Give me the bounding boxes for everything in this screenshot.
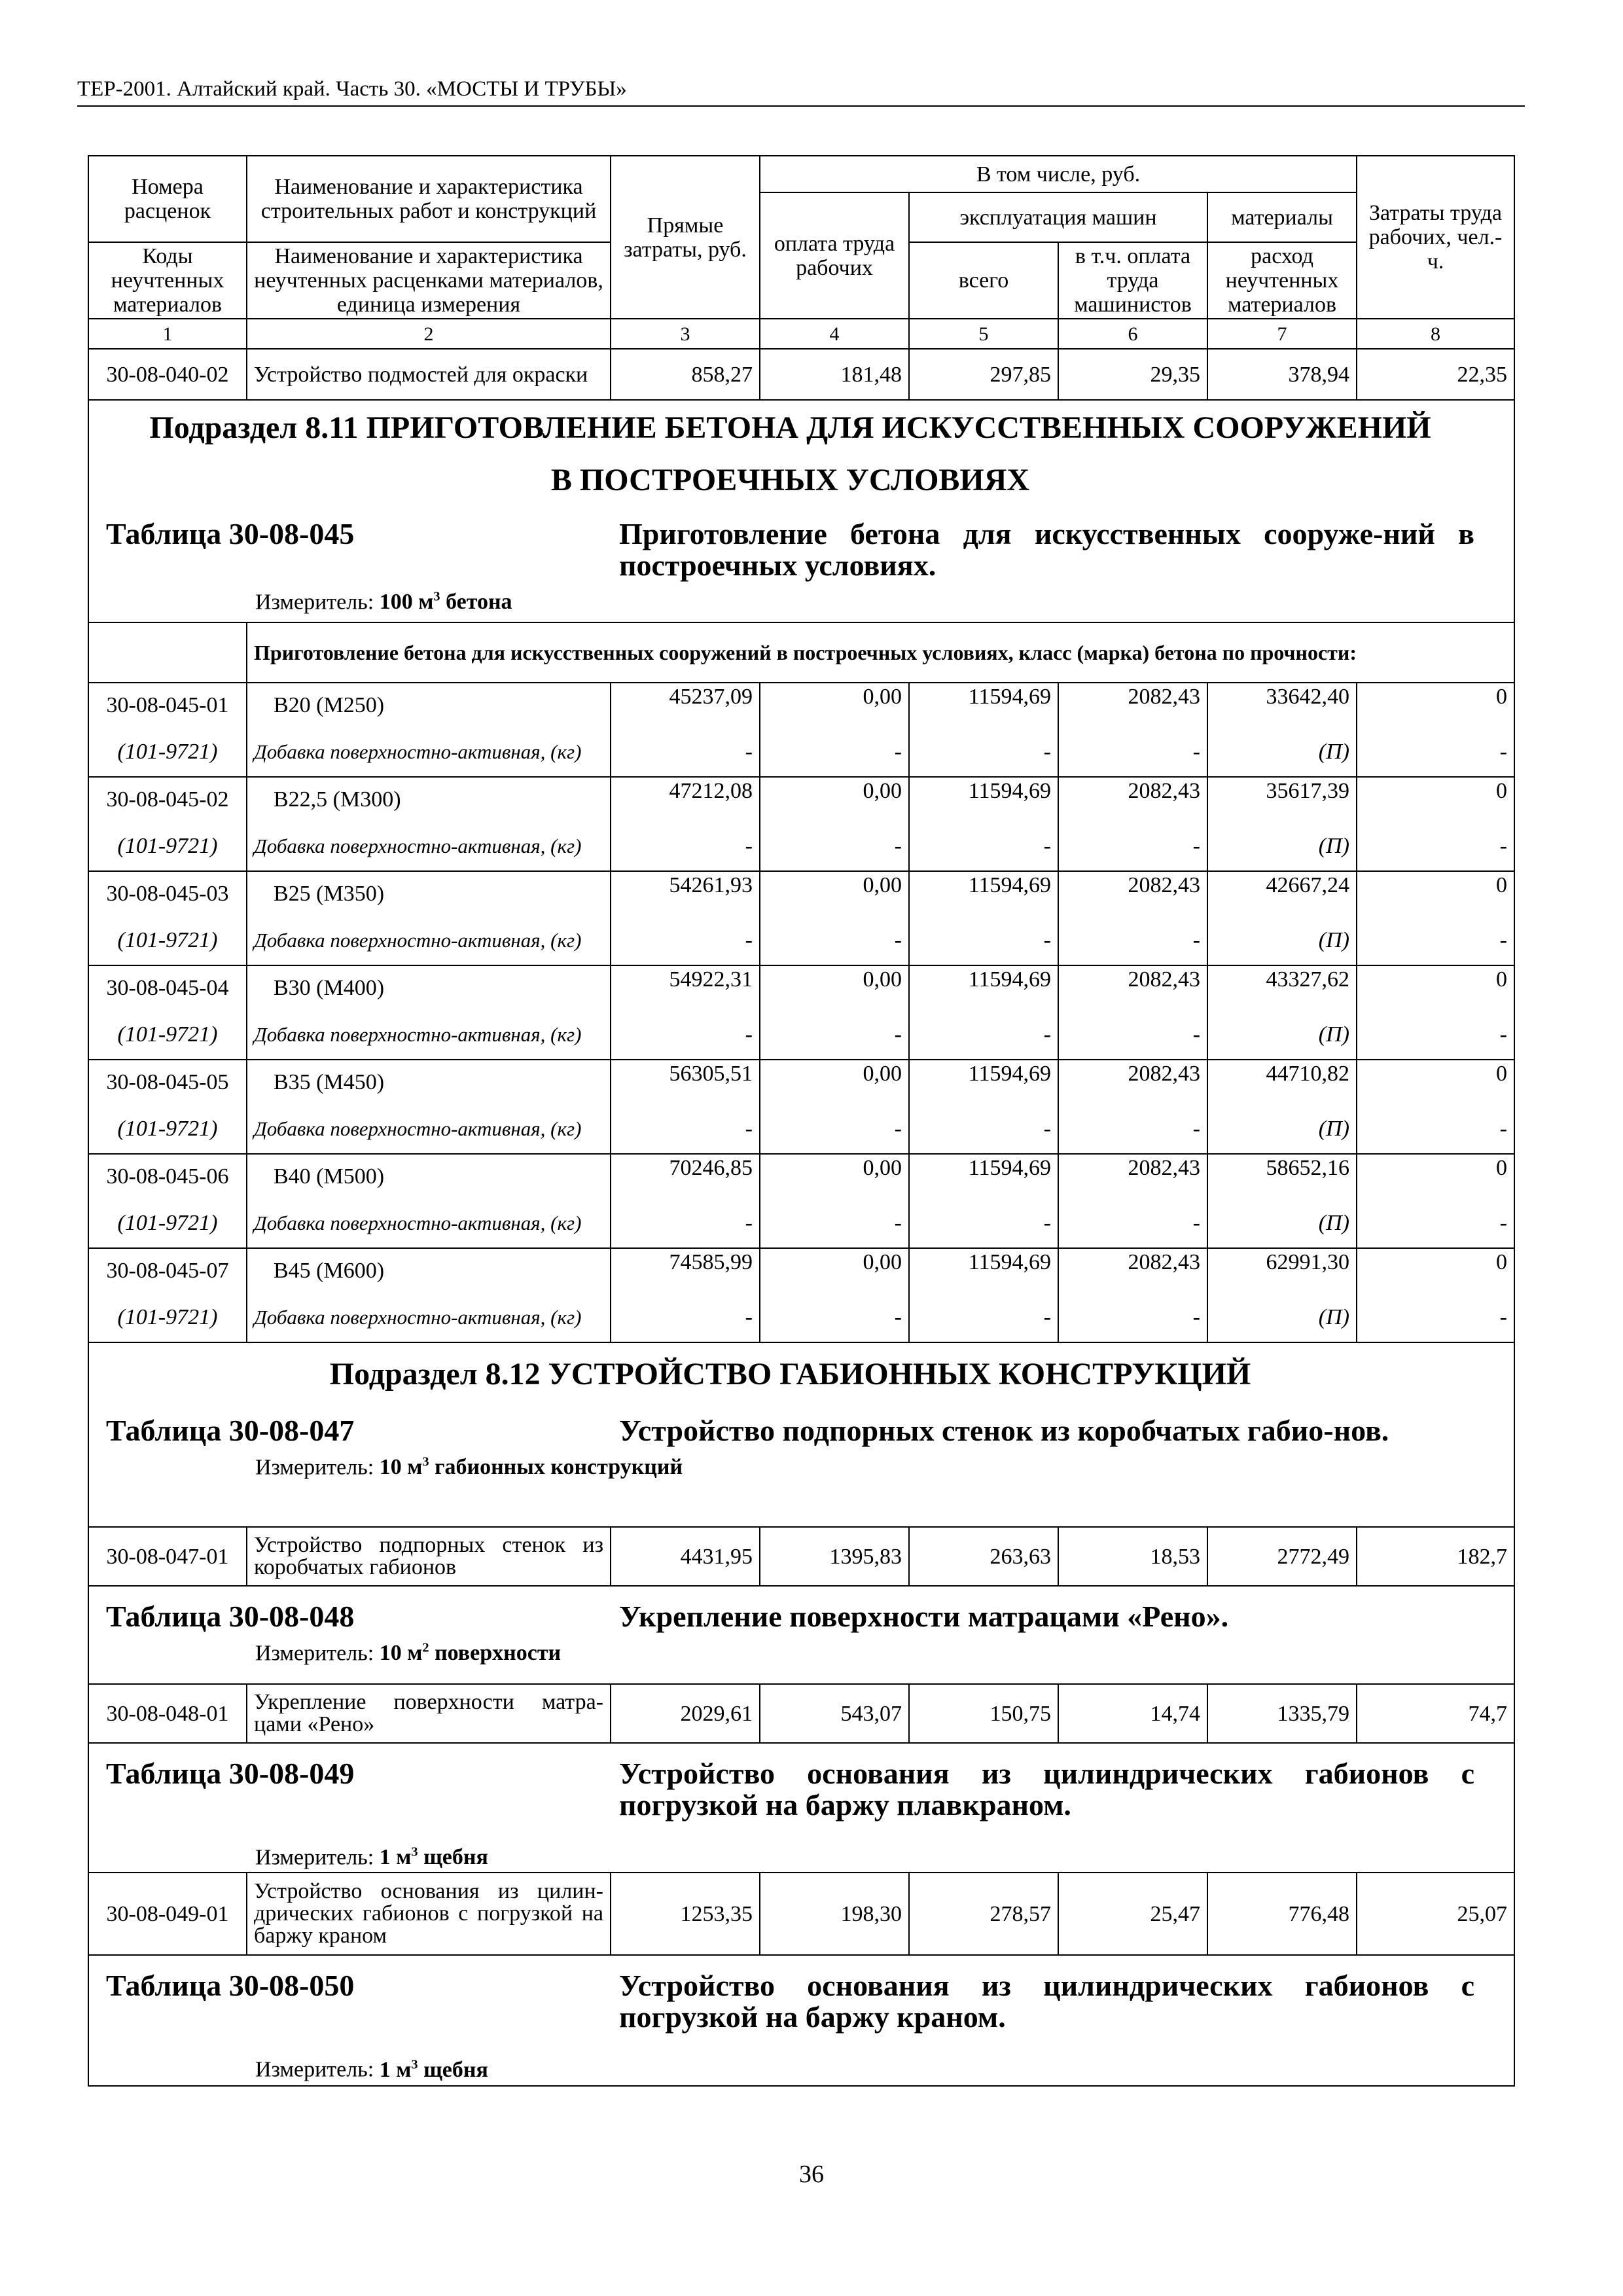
rate-code: 30-08-040-02 (88, 349, 247, 400)
table-block (88, 1342, 1514, 1527)
col6-header: в т.ч. оплата труда машинистов (1058, 242, 1207, 319)
value-cell: 56305,51 (611, 1060, 760, 1104)
rate-name: В25 (М350) (247, 871, 611, 916)
value-cell: 278,57 (909, 1873, 1058, 1955)
section-title: Подраздел 8.11 ПРИГОТОВЛЕНИЕ БЕТОНА ДЛЯ ИСКУССТВЕННЫХ СООРУЖЕНИЙ (149, 410, 1431, 445)
value-cell: 74,7 (1357, 1684, 1514, 1743)
table-block (88, 1955, 1514, 2086)
value-cell: 2772,49 (1207, 1527, 1357, 1586)
value-cell: 2082,43 (1058, 965, 1207, 1010)
value-cell: 0 (1357, 683, 1514, 727)
rate-code: 30-08-049-01 (88, 1873, 247, 1955)
materials-header: материалы (1207, 192, 1357, 242)
dash-cell: - (909, 821, 1058, 871)
table-number: Таблица 30-08-048 (106, 1600, 355, 1633)
value-cell: 0,00 (760, 1154, 909, 1198)
material-code: (101-9721) (88, 1198, 247, 1248)
dash-cell: - (1058, 821, 1207, 871)
value-cell: 0 (1357, 1248, 1514, 1293)
material-code: (101-9721) (88, 727, 247, 777)
material-code: (101-9721) (88, 1293, 247, 1342)
value-cell: 33642,40 (1207, 683, 1357, 727)
value-cell: 43327,62 (1207, 965, 1357, 1010)
table-title: Укрепление поверхности матрацами «Рено». (619, 1600, 1229, 1633)
value-cell: 35617,39 (1207, 777, 1357, 821)
material-row (88, 1198, 1514, 1248)
value-cell: 198,30 (760, 1873, 909, 1955)
value-cell: 2082,43 (1058, 1248, 1207, 1293)
rate-code: 30-08-047-01 (88, 1527, 247, 1586)
material-unit: (П) (1207, 1293, 1357, 1342)
value-cell: 0,00 (760, 777, 909, 821)
dash-cell: - (1058, 1293, 1207, 1342)
col1-bottom-header: Коды неучтенных материалов (88, 242, 247, 319)
col3-header: Прямые затраты, руб. (611, 156, 760, 319)
value-cell: 2082,43 (1058, 683, 1207, 727)
colnum: 4 (760, 319, 909, 349)
table-block (88, 1743, 1514, 1873)
material-row (88, 1010, 1514, 1060)
dash-cell: - (760, 916, 909, 965)
empty-cell (88, 622, 247, 683)
material-name: Добавка поверхностно-активная, (кг) (247, 821, 611, 871)
value-cell: 181,48 (760, 349, 909, 400)
value-cell: 42667,24 (1207, 871, 1357, 916)
dash-cell: - (611, 1198, 760, 1248)
section-title: Подраздел 8.12 УСТРОЙСТВО ГАБИОННЫХ КОНСТРУКЦИЙ (329, 1357, 1251, 1391)
value-cell: 858,27 (611, 349, 760, 400)
dash-cell: - (1357, 1010, 1514, 1060)
rate-name: В40 (М500) (247, 1154, 611, 1198)
dash-cell: - (1357, 1293, 1514, 1342)
dash-cell: - (1357, 727, 1514, 777)
dash-cell: - (1357, 1198, 1514, 1248)
table-row (88, 1527, 1514, 1586)
value-cell: 0,00 (760, 871, 909, 916)
colnum: 3 (611, 319, 760, 349)
dash-cell: - (1357, 916, 1514, 965)
value-cell: 25,47 (1058, 1873, 1207, 1955)
dash-cell: - (611, 1293, 760, 1342)
value-cell: 11594,69 (909, 1154, 1058, 1198)
material-name: Добавка поверхностно-активная, (кг) (247, 1293, 611, 1342)
value-cell: 297,85 (909, 349, 1058, 400)
dash-cell: - (1357, 821, 1514, 871)
rate-name: Устройство подмостей для окраски (247, 349, 611, 400)
table-row (88, 1154, 1514, 1198)
table-row (88, 1684, 1514, 1743)
table-title: Устройство подпорных стенок из коробчатых габио-нов. (619, 1414, 1389, 1447)
dash-cell: - (760, 1198, 909, 1248)
value-cell: 4431,95 (611, 1527, 760, 1586)
table-number: Таблица 30-08-049 (106, 1757, 355, 1790)
material-unit: (П) (1207, 1010, 1357, 1060)
colnum: 5 (909, 319, 1058, 349)
measure-unit: Измеритель: 100 $м^3$ бетона (255, 590, 512, 615)
section-title: В ПОСТРОЕЧНЫХ УСЛОВИЯХ (550, 463, 1030, 497)
colnum: 7 (1207, 319, 1357, 349)
value-cell: 11594,69 (909, 1248, 1058, 1293)
table-number: Таблица 30-08-047 (106, 1414, 355, 1447)
value-cell: 11594,69 (909, 683, 1058, 727)
value-cell: 2082,43 (1058, 1154, 1207, 1198)
colnum: 1 (88, 319, 247, 349)
value-cell: 54261,93 (611, 871, 760, 916)
value-cell: 74585,99 (611, 1248, 760, 1293)
dash-cell: - (760, 1104, 909, 1154)
dash-cell: - (909, 1010, 1058, 1060)
value-cell: 2082,43 (1058, 871, 1207, 916)
value-cell: 11594,69 (909, 777, 1058, 821)
material-code: (101-9721) (88, 821, 247, 871)
material-row (88, 727, 1514, 777)
rate-code: 30-08-045-02 (88, 777, 247, 821)
value-cell: 1335,79 (1207, 1684, 1357, 1743)
dash-cell: - (611, 727, 760, 777)
table-title: Устройство основания из цилиндрических габионов с погрузкой на баржу краном. (619, 1969, 1474, 2034)
value-cell: 543,07 (760, 1684, 909, 1743)
dash-cell: - (611, 1010, 760, 1060)
value-cell: 22,35 (1357, 349, 1514, 400)
rate-code: 30-08-045-07 (88, 1248, 247, 1293)
col1-top-header: Номера расценок (88, 156, 247, 242)
rate-name: Укрепление поверхности матра-цами «Рено» (247, 1684, 611, 1743)
dash-cell: - (909, 1293, 1058, 1342)
value-cell: 0,00 (760, 683, 909, 727)
rate-name: В35 (М450) (247, 1060, 611, 1104)
material-code: (101-9721) (88, 916, 247, 965)
price-table (88, 155, 1515, 2087)
table-row (88, 683, 1514, 727)
value-cell: 62991,30 (1207, 1248, 1357, 1293)
table-row (88, 777, 1514, 821)
value-cell: 70246,85 (611, 1154, 760, 1198)
dash-cell: - (1058, 1198, 1207, 1248)
rate-code: 30-08-045-03 (88, 871, 247, 916)
table-block (88, 1586, 1514, 1684)
value-cell: 0 (1357, 965, 1514, 1010)
material-unit: (П) (1207, 916, 1357, 965)
rate-name: В30 (М400) (247, 965, 611, 1010)
value-cell: 11594,69 (909, 871, 1058, 916)
dash-cell: - (760, 1293, 909, 1342)
colnum: 2 (247, 319, 611, 349)
measure-unit: Измеритель: 1 $м^3$ щебня (255, 1845, 488, 1870)
incl-header: В том числе, руб. (760, 156, 1357, 192)
rate-name: В45 (М600) (247, 1248, 611, 1293)
dash-cell: - (909, 1104, 1058, 1154)
material-name: Добавка поверхностно-активная, (кг) (247, 1104, 611, 1154)
dash-cell: - (760, 1010, 909, 1060)
dash-cell: - (611, 1104, 760, 1154)
material-row (88, 1104, 1514, 1154)
col2-top-header: Наименование и характеристика строительных работ и конструкций (247, 156, 611, 242)
col7-header: расход неучтенных материалов (1207, 242, 1357, 319)
material-unit: (П) (1207, 1198, 1357, 1248)
measure-unit: Измеритель: 1 $м^3$ щебня (255, 2057, 488, 2082)
material-row (88, 1293, 1514, 1342)
rate-name: Устройство подпорных стенок из коробчатых габионов (247, 1527, 611, 1586)
table-title: Устройство основания из цилиндрических габионов с погрузкой на баржу плавкраном. (619, 1757, 1474, 1821)
material-code: (101-9721) (88, 1104, 247, 1154)
value-cell: 1395,83 (760, 1527, 909, 1586)
col2-bottom-header: Наименование и характеристика неучтенных расценками материалов, единица измерения (247, 242, 611, 319)
rate-code: 30-08-045-05 (88, 1060, 247, 1104)
dash-cell: - (1058, 1010, 1207, 1060)
dash-cell: - (1058, 916, 1207, 965)
material-row (88, 916, 1514, 965)
value-cell: 150,75 (909, 1684, 1058, 1743)
value-cell: 1253,35 (611, 1873, 760, 1955)
dash-cell: - (611, 916, 760, 965)
section-811-block (88, 400, 1514, 622)
material-unit: (П) (1207, 1104, 1357, 1154)
rate-name: Устройство основания из цилин-дрических габионов с погрузкой на баржу краном (247, 1873, 611, 1955)
value-cell: 25,07 (1357, 1873, 1514, 1955)
table-row (88, 1873, 1514, 1955)
table-row (88, 1060, 1514, 1104)
rate-code: 30-08-045-06 (88, 1154, 247, 1198)
value-cell: 18,53 (1058, 1527, 1207, 1586)
col5-header: всего (909, 242, 1058, 319)
value-cell: 58652,16 (1207, 1154, 1357, 1198)
measure-unit: Измеритель: 10 $м^2$ поверхности (255, 1641, 562, 1666)
material-unit: (П) (1207, 727, 1357, 777)
value-cell: 0,00 (760, 1248, 909, 1293)
measure-unit: Измеритель: 10 $м^3$ габионных конструкций (255, 1455, 683, 1480)
value-cell: 0 (1357, 871, 1514, 916)
material-name: Добавка поверхностно-активная, (кг) (247, 1010, 611, 1060)
value-cell: 0 (1357, 1154, 1514, 1198)
value-cell: 2082,43 (1058, 1060, 1207, 1104)
value-cell: 11594,69 (909, 1060, 1058, 1104)
colnum: 6 (1058, 319, 1207, 349)
page-number: 36 (799, 2161, 824, 2188)
value-cell: 378,94 (1207, 349, 1357, 400)
dash-cell: - (1058, 727, 1207, 777)
value-cell: 0,00 (760, 965, 909, 1010)
material-name: Добавка поверхностно-активная, (кг) (247, 1198, 611, 1248)
material-code: (101-9721) (88, 1010, 247, 1060)
value-cell: 182,7 (1357, 1527, 1514, 1586)
dash-cell: - (760, 727, 909, 777)
material-unit: (П) (1207, 821, 1357, 871)
table-title: Приготовление бетона для искусственных сооруже-ний в построечных условиях. (619, 517, 1474, 582)
table-row (88, 349, 1514, 400)
rate-name: В22,5 (М300) (247, 777, 611, 821)
group-title: Приготовление бетона для искусственных сооружений в построечных условиях, класс (марка) бетона по прочности: (247, 622, 1514, 683)
value-cell: 776,48 (1207, 1873, 1357, 1955)
value-cell: 263,63 (909, 1527, 1058, 1586)
table-number: Таблица 30-08-045 (106, 517, 355, 550)
value-cell: 44710,82 (1207, 1060, 1357, 1104)
value-cell: 0 (1357, 1060, 1514, 1104)
value-cell: 2029,61 (611, 1684, 760, 1743)
material-name: Добавка поверхностно-активная, (кг) (247, 916, 611, 965)
machines-header: эксплуатация машин (909, 192, 1207, 242)
material-row (88, 821, 1514, 871)
value-cell: 14,74 (1058, 1684, 1207, 1743)
rate-name: В20 (М250) (247, 683, 611, 727)
table-number: Таблица 30-08-050 (106, 1969, 355, 2003)
table-row (88, 965, 1514, 1010)
rate-code: 30-08-045-01 (88, 683, 247, 727)
rate-code: 30-08-045-04 (88, 965, 247, 1010)
dash-cell: - (1058, 1104, 1207, 1154)
rate-code: 30-08-048-01 (88, 1684, 247, 1743)
colnum: 8 (1357, 319, 1514, 349)
value-cell: 0,00 (760, 1060, 909, 1104)
value-cell: 47212,08 (611, 777, 760, 821)
dash-cell: - (611, 821, 760, 871)
table-row (88, 1248, 1514, 1293)
value-cell: 45237,09 (611, 683, 760, 727)
value-cell: 29,35 (1058, 349, 1207, 400)
table-row (88, 871, 1514, 916)
dash-cell: - (909, 916, 1058, 965)
page-header: ТЕР-2001. Алтайский край. Часть 30. «МОСТЫ И ТРУБЫ» (77, 77, 1525, 107)
dash-cell: - (760, 821, 909, 871)
value-cell: 0 (1357, 777, 1514, 821)
value-cell: 11594,69 (909, 965, 1058, 1010)
dash-cell: - (909, 727, 1058, 777)
value-cell: 54922,31 (611, 965, 760, 1010)
dash-cell: - (1357, 1104, 1514, 1154)
value-cell: 2082,43 (1058, 777, 1207, 821)
material-name: Добавка поверхностно-активная, (кг) (247, 727, 611, 777)
col4-header: оплата труда рабочих (760, 192, 909, 319)
col8-header: Затраты труда рабочих, чел.-ч. (1357, 156, 1514, 319)
dash-cell: - (909, 1198, 1058, 1248)
